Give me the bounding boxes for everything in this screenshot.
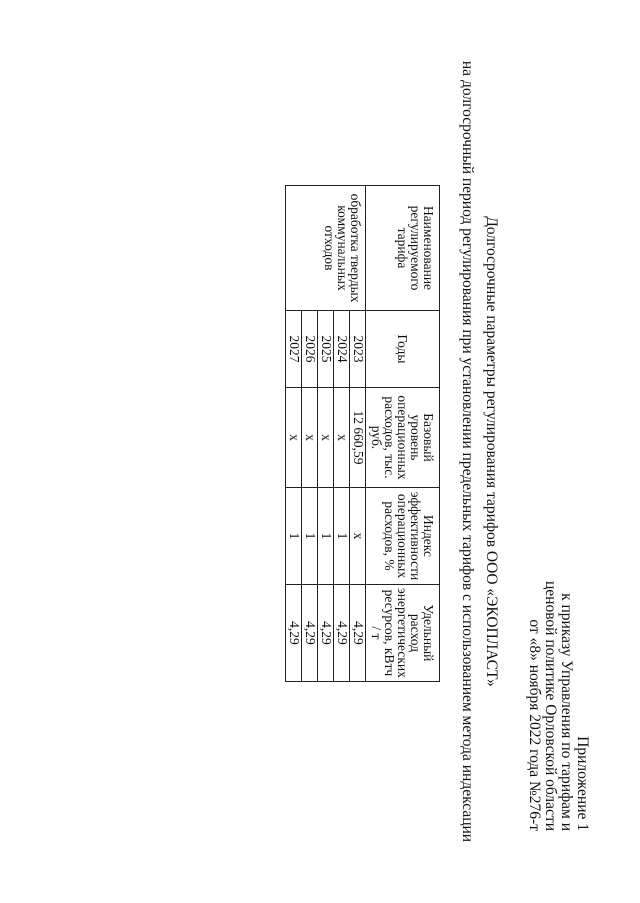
table-header-row <box>366 186 440 682</box>
year-cell: 2024 <box>334 311 350 388</box>
header-energy-consumption: Удельный расход энергетических ресурсов, кВтч / т <box>366 585 440 682</box>
efficiency-index-cell: 1 <box>334 488 350 585</box>
efficiency-index-cell: 1 <box>286 488 302 585</box>
appendix-order-ref: к приказу Управления по тарифам и <box>558 593 575 831</box>
energy-consumption-cell: 4,29 <box>334 585 350 682</box>
tariff-name-cell: обработка твердых коммунальных отходов <box>286 186 366 311</box>
year-cell: 2025 <box>318 311 334 388</box>
header-base-opex: Базовый уровень операционных расходов, тыс. руб. <box>366 388 440 488</box>
base-opex-cell: x <box>334 388 350 488</box>
year-cell: 2023 <box>350 311 366 388</box>
efficiency-index-cell: 1 <box>318 488 334 585</box>
base-opex-cell: 12 660,59 <box>350 388 366 488</box>
base-opex-cell: x <box>318 388 334 488</box>
base-opex-cell: x <box>302 388 318 488</box>
appendix-number: Приложение 1 <box>574 736 591 831</box>
efficiency-index-cell: x <box>350 488 366 585</box>
document-title: Долгосрочные параметры регулирования тарифов ООО «ЭКОПЛАСТ» <box>483 216 500 687</box>
energy-consumption-cell: 4,29 <box>302 585 318 682</box>
header-tariff-name: Наименование регулируемого тарифа <box>366 186 440 311</box>
energy-consumption-cell: 4,29 <box>318 585 334 682</box>
appendix-authority: ценовой политике Орловской области <box>542 581 559 831</box>
efficiency-index-cell: 1 <box>302 488 318 585</box>
document-subtitle: на долгосрочный период регулирования при установлении предельных тарифов с использованием метода индексации <box>459 60 476 843</box>
year-cell: 2026 <box>302 311 318 388</box>
year-cell: 2027 <box>286 311 302 388</box>
appendix-header <box>526 501 590 831</box>
energy-consumption-cell: 4,29 <box>286 585 302 682</box>
energy-consumption-cell: 4,29 <box>350 585 366 682</box>
appendix-date: от «8» ноября 2022 года №276-т <box>526 619 543 831</box>
table-row <box>350 186 366 682</box>
base-opex-cell: x <box>286 388 302 488</box>
header-efficiency-index: Индекс эффективности операционных расходов, % <box>366 488 440 585</box>
tariff-parameters-table <box>285 185 440 682</box>
header-years: Годы <box>366 311 440 388</box>
